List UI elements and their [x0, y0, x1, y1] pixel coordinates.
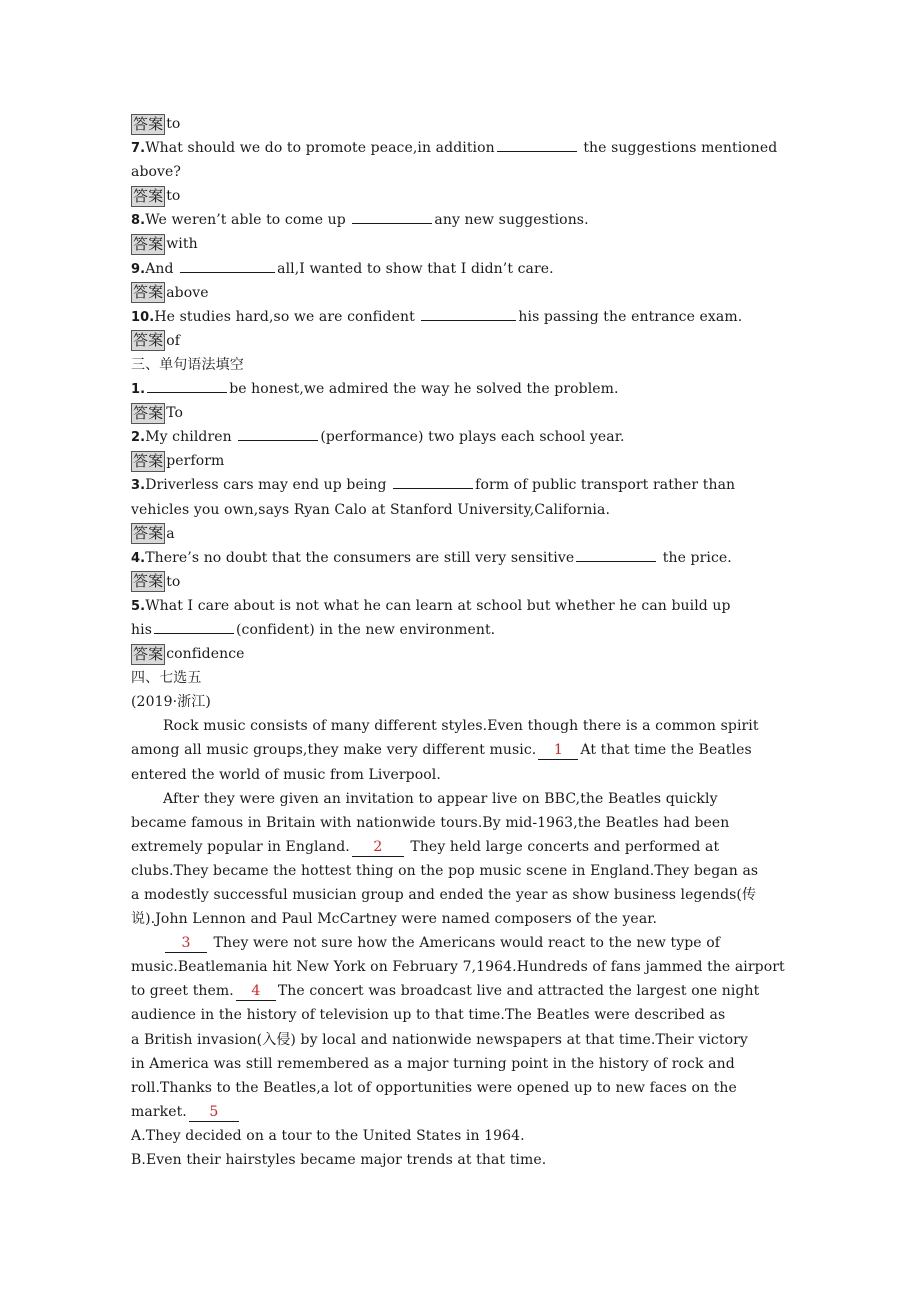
- section-heading: [131, 353, 831, 377]
- answer-line: [131, 642, 831, 666]
- answer-blank[interactable]: [352, 208, 432, 224]
- line-text: market.: [131, 1103, 187, 1120]
- text-line: [131, 498, 831, 522]
- answer-tag: 答案: [133, 283, 164, 302]
- line-text: the suggestions mentioned: [578, 140, 778, 157]
- passage-line: [131, 787, 831, 811]
- answer-line: [131, 184, 831, 208]
- line-text: vehicles you own,says Ryan Calo at Stanford University,California.: [131, 501, 611, 518]
- question-line: [131, 257, 831, 281]
- line-text: They held large concerts and performed at: [405, 838, 720, 855]
- line-text: in America was still remembered as a major turning point in the history of rock and: [131, 1055, 735, 1072]
- answer-tag: 答案: [133, 234, 164, 253]
- answer-line: [131, 570, 831, 594]
- line-text: a British invasion(入侵) by local and nationwide newspapers at that time.Their victory: [131, 1031, 748, 1048]
- answer-tag: 答案: [133, 186, 164, 205]
- line-text: (performance) two plays each school year.: [320, 429, 625, 446]
- answer-line: [131, 401, 831, 425]
- passage-line: [131, 859, 831, 883]
- question-number: 10.: [131, 309, 155, 325]
- answer-blank[interactable]: [238, 425, 318, 441]
- line-text: Driverless cars may end up being: [145, 477, 392, 494]
- question-number: 2.: [131, 430, 146, 446]
- line-text: He studies hard,so we are confident: [154, 308, 420, 325]
- answer-line: [131, 281, 831, 305]
- question-line: [131, 594, 831, 618]
- passage-line: [131, 1003, 831, 1027]
- passage-line: [131, 738, 831, 762]
- question-line: [131, 208, 831, 232]
- question-line: [131, 136, 831, 160]
- text-line: [131, 1124, 831, 1148]
- question-number: 3.: [131, 478, 146, 494]
- line-text: 说).John Lennon and Paul McCartney were named composers of the year.: [131, 911, 658, 928]
- section-heading: [131, 666, 831, 690]
- line-text: entered the world of music from Liverpool.: [131, 766, 441, 783]
- answer-tag: 答案: [133, 524, 164, 543]
- question-line: [131, 305, 831, 329]
- line-text: became famous in Britain with nationwide tours.By mid-1963,the Beatles had been: [131, 814, 730, 831]
- numbered-blank[interactable]: 3: [165, 935, 207, 953]
- answer-tag: 答案: [133, 644, 164, 663]
- line-text: roll.Thanks to the Beatles,a lot of opportunities were opened up to new faces on the: [131, 1079, 737, 1096]
- line-text: extremely popular in England.: [131, 838, 350, 855]
- passage-line: [131, 955, 831, 979]
- answer-value: to: [166, 116, 181, 132]
- question-number: 7.: [131, 141, 146, 157]
- line-text: My children: [145, 429, 237, 446]
- line-text: What should we do to promote peace,in addition: [145, 140, 495, 157]
- numbered-blank[interactable]: 4: [236, 983, 276, 1001]
- answer-blank[interactable]: [180, 257, 275, 273]
- answer-value: confidence: [166, 646, 245, 663]
- line-text: clubs.They became the hottest thing on the pop music scene in England.They began as: [131, 862, 759, 879]
- numbered-blank[interactable]: 2: [352, 839, 404, 857]
- answer-tag: 答案: [133, 572, 164, 591]
- passage-line: [131, 907, 831, 931]
- text-line: [131, 1148, 831, 1172]
- line-text: B.Even their hairstyles became major trends at that time.: [131, 1152, 547, 1169]
- answer-value: To: [166, 405, 184, 422]
- answer-blank[interactable]: [576, 546, 656, 562]
- answer-blank[interactable]: [421, 305, 516, 321]
- answer-value: with: [166, 236, 198, 253]
- answer-blank[interactable]: [147, 377, 227, 393]
- text-line: [131, 160, 831, 184]
- section-heading-text: 三、单句语法填空: [131, 356, 244, 373]
- line-text: They were not sure how the Americans would react to the new type of: [209, 935, 721, 952]
- text-line: [131, 618, 831, 642]
- line-text: We weren’t able to come up: [145, 212, 351, 229]
- question-line: [131, 425, 831, 449]
- answer-line: [131, 232, 831, 256]
- answer-tag: 答案: [133, 451, 164, 470]
- question-number: 9.: [131, 261, 146, 277]
- text-line: [131, 690, 831, 714]
- line-text: music.Beatlemania hit New York on February 7,1964.Hundreds of fans jammed the airport: [131, 959, 785, 976]
- line-text: be honest,we admired the way he solved the problem.: [229, 381, 619, 398]
- line-text: audience in the history of television up to that time.The Beatles were described as: [131, 1007, 726, 1024]
- numbered-blank[interactable]: 5: [189, 1104, 239, 1122]
- question-number: 8.: [131, 213, 146, 229]
- passage-line: [131, 979, 831, 1003]
- passage-line: [131, 811, 831, 835]
- line-text: any new suggestions.: [434, 212, 589, 229]
- line-text: What I care about is not what he can learn at school but whether he can build up: [145, 597, 731, 614]
- answer-value: a: [166, 525, 175, 542]
- line-text: all,I wanted to show that I didn’t care.: [277, 260, 554, 277]
- passage-line: [131, 1052, 831, 1076]
- passage-line: [131, 883, 831, 907]
- answer-line: [131, 329, 831, 353]
- document-page: [131, 112, 831, 1172]
- passage-line: [131, 1076, 831, 1100]
- passage-line: [131, 1100, 831, 1124]
- answer-value: perform: [166, 453, 225, 470]
- passage-line: [131, 835, 831, 859]
- numbered-blank[interactable]: 1: [538, 742, 578, 760]
- section-heading-text: 四、七选五: [131, 670, 202, 687]
- line-text: And: [145, 260, 179, 277]
- answer-value: of: [166, 332, 181, 349]
- question-line: [131, 377, 831, 401]
- answer-tag: 答案: [133, 114, 164, 133]
- question-line: [131, 546, 831, 570]
- line-text: above?: [131, 164, 182, 181]
- line-text: to greet them.: [131, 983, 234, 1000]
- passage-line: [131, 714, 831, 738]
- line-text: the price.: [658, 549, 732, 566]
- answer-value: to: [166, 573, 181, 590]
- question-number: 4.: [131, 550, 146, 566]
- answer-blank[interactable]: [497, 136, 577, 152]
- line-text: a modestly successful musician group and ended the year as show business legends(传: [131, 887, 757, 903]
- line-text: The concert was broadcast live and attracted the largest one night: [277, 983, 760, 1000]
- question-number: 1.: [131, 382, 146, 398]
- line-text: A.They decided on a tour to the United States in 1964.: [131, 1127, 525, 1144]
- answer-value: to: [166, 188, 181, 205]
- answer-tag: 答案: [133, 403, 164, 422]
- passage-line: [131, 931, 831, 955]
- answer-blank[interactable]: [393, 473, 473, 489]
- answer-value: above: [166, 284, 209, 301]
- question-number: 5.: [131, 598, 146, 614]
- answer-line: [131, 449, 831, 473]
- line-text: among all music groups,they make very different music.: [131, 742, 537, 759]
- answer-blank[interactable]: [154, 618, 234, 634]
- line-text: his passing the entrance exam.: [518, 308, 743, 325]
- line-text: At that time the Beatles: [580, 742, 752, 759]
- passage-line: [131, 1028, 831, 1052]
- line-text: There’s no doubt that the consumers are still very sensitive: [145, 549, 575, 566]
- passage-line: [131, 763, 831, 787]
- line-text: form of public transport rather than: [475, 477, 736, 494]
- line-text: Rock music consists of many different styles.Even though there is a common spirit: [163, 718, 759, 735]
- line-text: After they were given an invitation to appear live on BBC,the Beatles quickly: [163, 790, 718, 807]
- answer-line: [131, 522, 831, 546]
- line-text: his: [131, 621, 152, 638]
- question-line: [131, 473, 831, 497]
- answer-tag: 答案: [133, 331, 164, 350]
- line-text: (2019·浙江): [131, 694, 211, 711]
- line-text: (confident) in the new environment.: [235, 621, 496, 638]
- answer-line: [131, 112, 831, 136]
